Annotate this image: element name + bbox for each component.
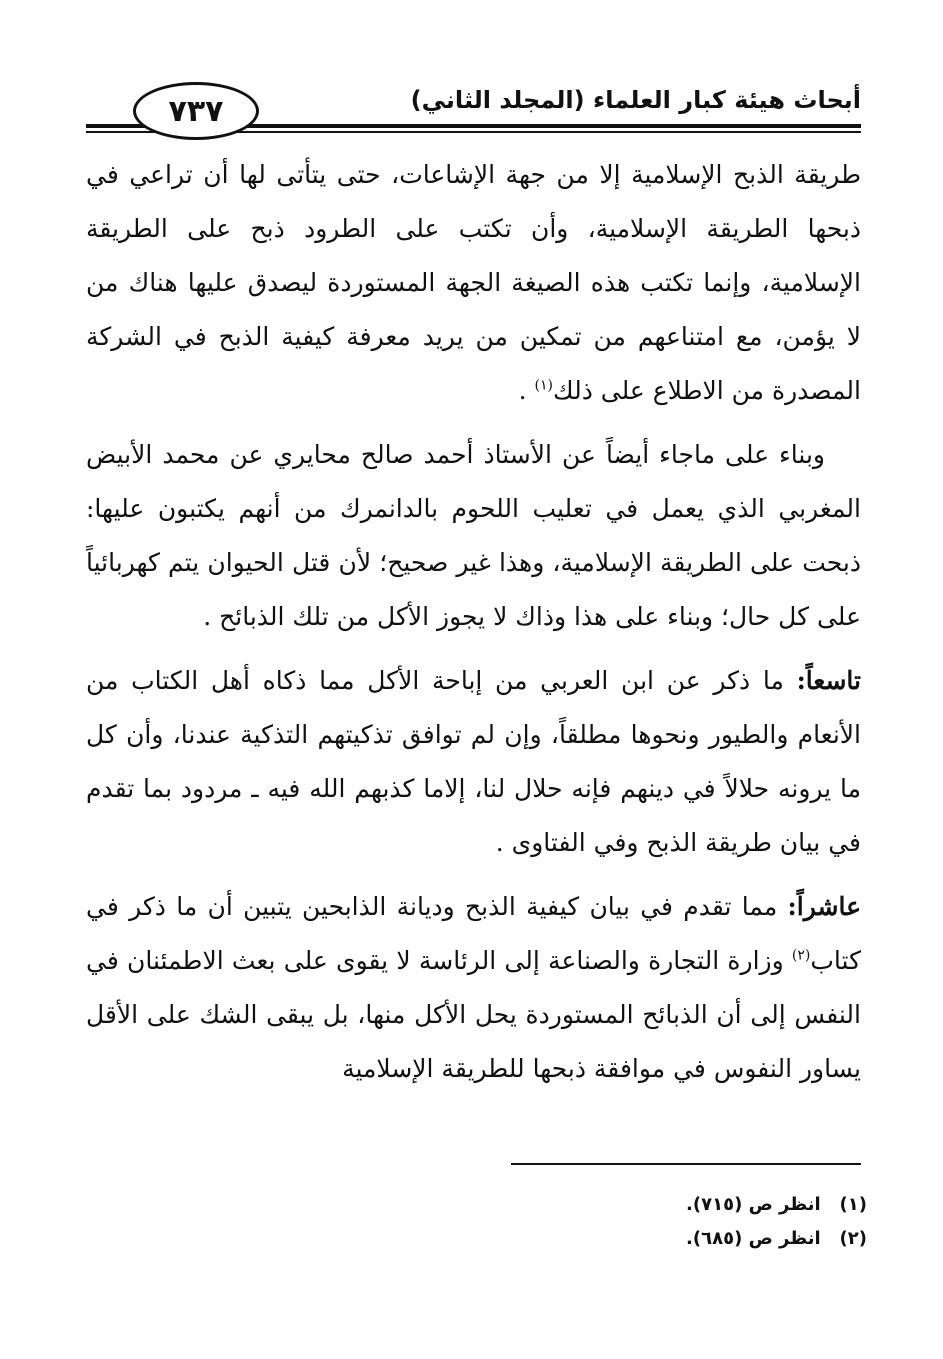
footnote-ref-1: (١) — [534, 377, 554, 394]
paragraph-4-lead: عاشراً: — [787, 892, 861, 921]
paragraph-4-text-b: وزارة التجارة والصناعة إلى الرئاسة لا يقوى على بعث الاطمئنان في النفس إلى أن الذبائح المستوردة يحل الأكل منها، بل يبقى الشك على الأقل يساور النفوس في موافقة ذبحها للطريقة الإسلامية — [86, 946, 861, 1083]
paragraph-2-text: وبناء على ماجاء أيضاً عن الأستاذ أحمد صالح محايري عن محمد الأبيض المغربي الذي يعمل في تعليب اللحوم بالدانمرك من أنهم يكتبون عليها: ذبحت على الطريقة الإسلامية، وهذا غير صحيح؛ لأن قتل الحيوان يتم كهربائياً على كل حال؛ وبناء على هذا وذاك لا يجوز الأكل من تلك الذبائح . — [86, 440, 861, 631]
paragraph-3-lead: تاسعاً: — [796, 666, 861, 695]
footnote-2 — [686, 1222, 867, 1256]
footnotes — [686, 1188, 867, 1256]
paragraph-3-text: ما ذكر عن ابن العربي من إباحة الأكل مما ذكاه أهل الكتاب من الأنعام والطيور ونحوها مطلقاً، وإن لم توافق تذكيتهم التذكية عندنا، وأن كل ما يرونه حلالاً في دينهم فإنه حلال لنا، إلاما كذبهم الله فيه ـ مردود بما تقدم في بيان طريقة الذبح وفي الفتاوى . — [86, 666, 861, 857]
page-number — [133, 82, 259, 140]
paragraph-1-text: طريقة الذبح الإسلامية إلا من جهة الإشاعات، حتى يتأتى لها أن تراعي في ذبحها الطريقة الإسلامية، وأن تكتب على الطرود ذبح على الطريقة الإسلامية، وإنما تكتب هذه الصيغة الجهة المستوردة ليصدق عليها هناك من لا يؤمن، مع امتناعهم من تمكين من يريد معرفة كيفية الذبح في الشركة المصدرة من الاطلاع على ذلك — [86, 160, 861, 405]
paragraph-2 — [86, 428, 861, 644]
paragraph-1-end: . — [518, 376, 535, 405]
paragraph-4 — [86, 880, 861, 1096]
footnote-1-text: انظر ص (٧١٥). — [686, 1194, 821, 1215]
footnote-separator — [511, 1163, 861, 1165]
footnote-2-number: (٢) — [839, 1228, 867, 1249]
footnote-2-text: انظر ص (٦٨٥). — [686, 1228, 821, 1249]
page-number-text: ٧٣٧ — [168, 93, 224, 129]
paragraph-3 — [86, 654, 861, 870]
footnote-ref-2: (٢) — [791, 947, 811, 964]
running-header-title: أبحاث هيئة كبار العلماء (المجلد الثاني) — [410, 86, 861, 114]
paragraph-4-text-a: مما تقدم في بيان كيفية الذبح وديانة الذابحين يتبين أن ما ذكر في كتاب — [86, 892, 861, 975]
footnote-1-number: (١) — [839, 1194, 867, 1215]
footnote-1 — [686, 1188, 867, 1222]
paragraph-1 — [86, 148, 861, 418]
body-text — [86, 148, 861, 1096]
